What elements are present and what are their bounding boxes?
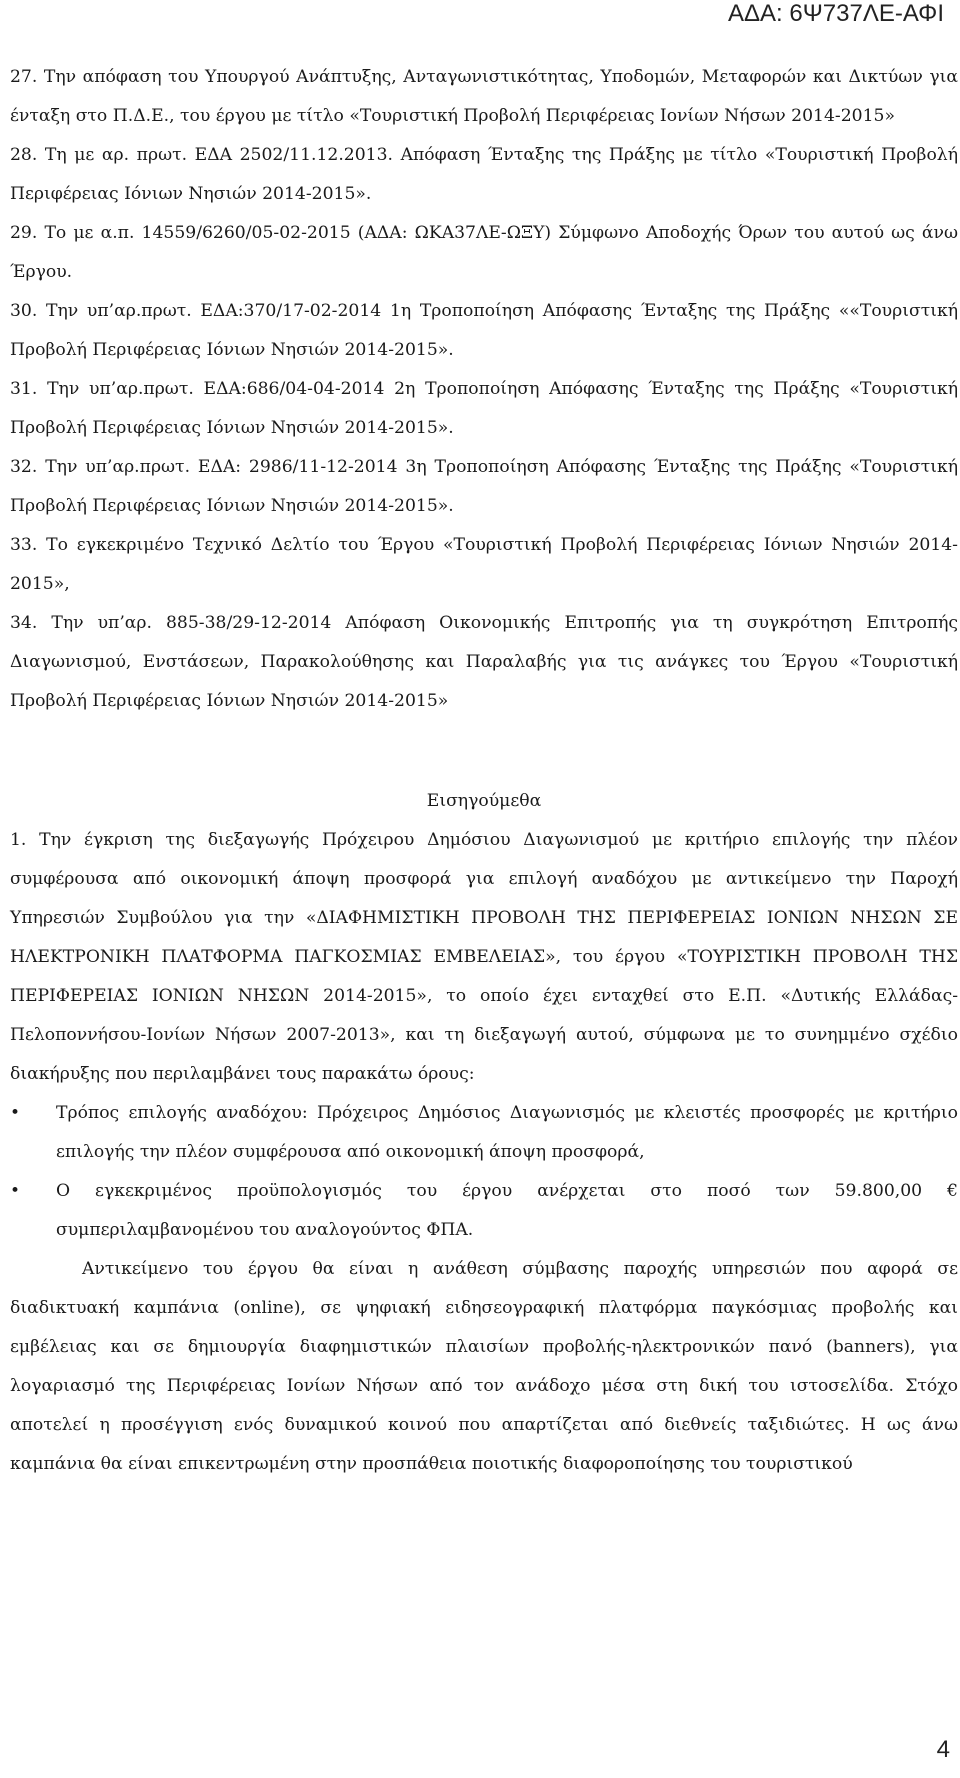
section-heading: Εισηγούμεθα [426, 791, 542, 811]
closing-paragraph: Αντικείμενο του έργου θα είναι η ανάθεση σύμβασης παροχής υπηρεσιών που αφορά σε διαδικτυακή καμπάνια (online), σε ψηφιακή ειδησεογραφική πλατφόρμα παγκόσμιας προβολής και εμβέλειας και σε δημιουργία διαφημιστικών πλαισίων προβολής-ηλεκτρονικών πανό (banners), για λογαριασμό της Περιφέρειας Ιονίων Νήσων από τον ανάδοχο μέσα στη δική του ιστοσελίδα. Στόχο αποτελεί η προσέγγιση ενός δυναμικού κοινού που απαρτίζεται από διεθνείς ταξιδιώτες. Η ως άνω καμπάνια θα είναι επικεντρωμένη στην προσπάθεια ποιοτικής διαφοροποίησης του τουριστικού [10, 1259, 958, 1474]
list-item: 33. Το εγκεκριμένο Τεχνικό Δελτίο του Έργου «Τουριστική Προβολή Περιφέρειας Ιόνιων Νησιών 2014-2015», [10, 535, 958, 594]
terms-list [10, 1094, 958, 1250]
list-item: 34. Την υπ’αρ. 885-38/29-12-2014 Απόφαση Οικονομικής Επιτροπής για τη συγκρότηση Επιτροπής Διαγωνισμού, Ενστάσεων, Παρακολούθησης και Παραλαβής για τις ανάγκες του Έργου «Τουριστική Προβολή Περιφέρειας Ιόνιων Νησιών 2014-2015» [10, 613, 958, 711]
list-item: 30. Την υπ’αρ.πρωτ. ΕΔΑ:370/17-02-2014 1η Τροποποίηση Απόφασης Ένταξης της Πράξης ««Τουριστική Προβολή Περιφέρειας Ιόνιων Νησιών 2014-2015». [10, 301, 958, 360]
page-number: 4 [936, 1736, 950, 1763]
bullet-item: • Τρόπος επιλογής αναδόχου: Πρόχειρος Δημόσιος Διαγωνισμός με κλειστές προσφορές με κριτήριο επιλογής την πλέον συμφέρουσα από οικονομική άποψη προσφορά, [10, 1094, 958, 1172]
list-item: 28. Τη με αρ. πρωτ. ΕΔΑ 2502/11.12.2013. Απόφαση Ένταξης της Πράξης με τίτλο «Τουριστική Προβολή Περιφέρειας Ιόνιων Νησιών 2014-2015». [10, 145, 958, 204]
list-item: 32. Την υπ’αρ.πρωτ. ΕΔΑ: 2986/11-12-2014 3η Τροποποίηση Απόφασης Ένταξης της Πράξης «Τουριστική Προβολή Περιφέρειας Ιόνιων Νησιών 2014-2015». [10, 457, 958, 516]
document-body [10, 58, 958, 1484]
bullet-item: • Ο εγκεκριμένος προϋπολογισμός του έργου ανέρχεται στο ποσό των 59.800,00 € συμπεριλαμβανομένου του αναλογούντος ΦΠΑ. [10, 1172, 958, 1250]
considerations-list [10, 58, 958, 721]
list-item: 29. Το με α.π. 14559/6260/05-02-2015 (ΑΔΑ: ΩΚΑ37ΛΕ-ΩΞΥ) Σύμφωνο Αποδοχής Όρων του αυτού ως άνω Έργου. [10, 223, 958, 282]
list-item: 31. Την υπ’αρ.πρωτ. ΕΔΑ:686/04-04-2014 2η Τροποποίηση Απόφασης Ένταξης της Πράξης «Τουριστική Προβολή Περιφέρειας Ιόνιων Νησιών 2014-2015». [10, 379, 958, 438]
ada-code: ΑΔΑ: 6Ψ737ΛΕ-ΑΦΙ [728, 0, 944, 27]
list-item: 27. Την απόφαση του Υπουργού Ανάπτυξης, Ανταγωνιστικότητας, Υποδομών, Μεταφορών και Δικτύων για ένταξη στο Π.Δ.Ε., του έργου με τίτλο «Τουριστική Προβολή Περιφέρειας Ιονίων Νήσων 2014-2015» [10, 67, 958, 126]
proposal-paragraph: 1. Την έγκριση της διεξαγωγής Πρόχειρου Δημόσιου Διαγωνισμού με κριτήριο επιλογής την πλέον συμφέρουσα από οικονομική άποψη προσφορά για επιλογή αναδόχου με αντικείμενο την Παροχή Υπηρεσιών Συμβούλου για την «ΔΙΑΦΗΜΙΣΤΙΚΗ ΠΡΟΒΟΛΗ ΤΗΣ ΠΕΡΙΦΕΡΕΙΑΣ ΙΟΝΙΩΝ ΝΗΣΩΝ ΣΕ ΗΛΕΚΤΡΟΝΙΚΗ ΠΛΑΤΦΟΡΜΑ ΠΑΓΚΟΣΜΙΑΣ ΕΜΒΕΛΕΙΑΣ», του έργου «ΤΟΥΡΙΣΤΙΚΗ ΠΡΟΒΟΛΗ ΤΗΣ ΠΕΡΙΦΕΡΕΙΑΣ ΙΟΝΙΩΝ ΝΗΣΩΝ 2014-2015», το οποίο έχει ενταχθεί στο Ε.Π. «Δυτικής Ελλάδας-Πελοποννήσου-Ιονίων Νήσων 2007-2013», και τη διεξαγωγή αυτού, σύμφωνα με το συνημμένο σχέδιο διακήρυξης που περιλαμβάνει τους παρακάτω όρους: [10, 830, 958, 1084]
